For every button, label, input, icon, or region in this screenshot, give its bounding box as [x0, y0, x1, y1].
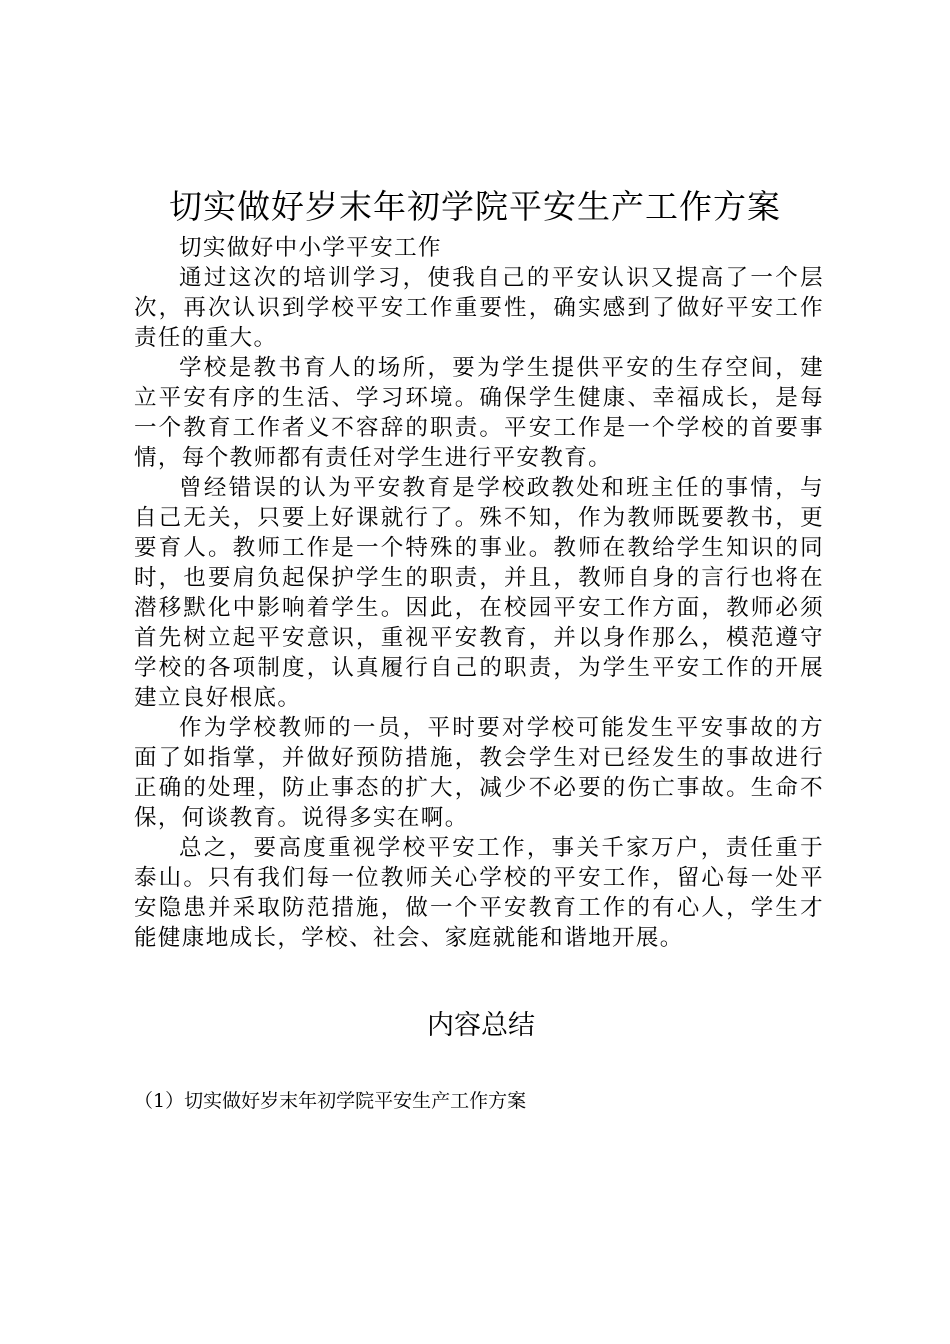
- body-paragraph: 通过这次的培训学习，使我自己的平安认识又提高了一个层次，再次认识到学校平安工作重要性，确实感到了做好平安工作责任的重大。: [134, 265, 824, 351]
- document-body: [134, 233, 824, 953]
- body-paragraph: 总之，要高度重视学校平安工作，事关千家万户，责任重于泰山。只有我们每一位教师关心学校的平安工作，留心每一处平安隐患并采取防范措施，做一个平安教育工作的有心人，学生才能健康地成长，学校、社会、家庭就能和谐地开展。: [134, 835, 824, 951]
- body-paragraph: 曾经错误的认为平安教育是学校政教处和班主任的事情，与自己无关，只要上好课就行了。殊不知，作为教师既要教书，更要育人。教师工作是一个特殊的事业。教师在教给学生知识的同时，也要肩负起保护学生的职责，并且，教师自身的言行也将在潜移默化中影响着学生。因此，在校园平安工作方面，教师必须首先树立起平安意识，重视平安教育，并以身作那么，模范遵守学校的各项制度，认真履行自己的职责，为学生平安工作的开展建立良好根底。: [134, 475, 824, 711]
- body-paragraph: 作为学校教师的一员，平时要对学校可能发生平安事故的方面了如指掌，并做好预防措施，教会学生对已经发生的事故进行正确的处理，防止事态的扩大，减少不必要的伤亡事故。生命不保，何谈教育。说得多实在啊。: [134, 715, 824, 831]
- document-title: 切实做好岁末年初学院平安生产工作方案: [169, 187, 781, 226]
- summary-title: 内容总结: [427, 1010, 535, 1041]
- summary-list: [134, 1087, 834, 1115]
- subtitle-paragraph: 切实做好中小学平安工作: [179, 235, 442, 261]
- summary-item: （1）切实做好岁末年初学院平安生产工作方案: [134, 1090, 527, 1112]
- body-paragraph: 学校是教书育人的场所，要为学生提供平安的生存空间，建立平安有序的生活、学习环境。确保学生健康、幸福成长，是每一个教育工作者义不容辞的职责。平安工作是一个学校的首要事情，每个教师都有责任对学生进行平安教育。: [134, 355, 824, 471]
